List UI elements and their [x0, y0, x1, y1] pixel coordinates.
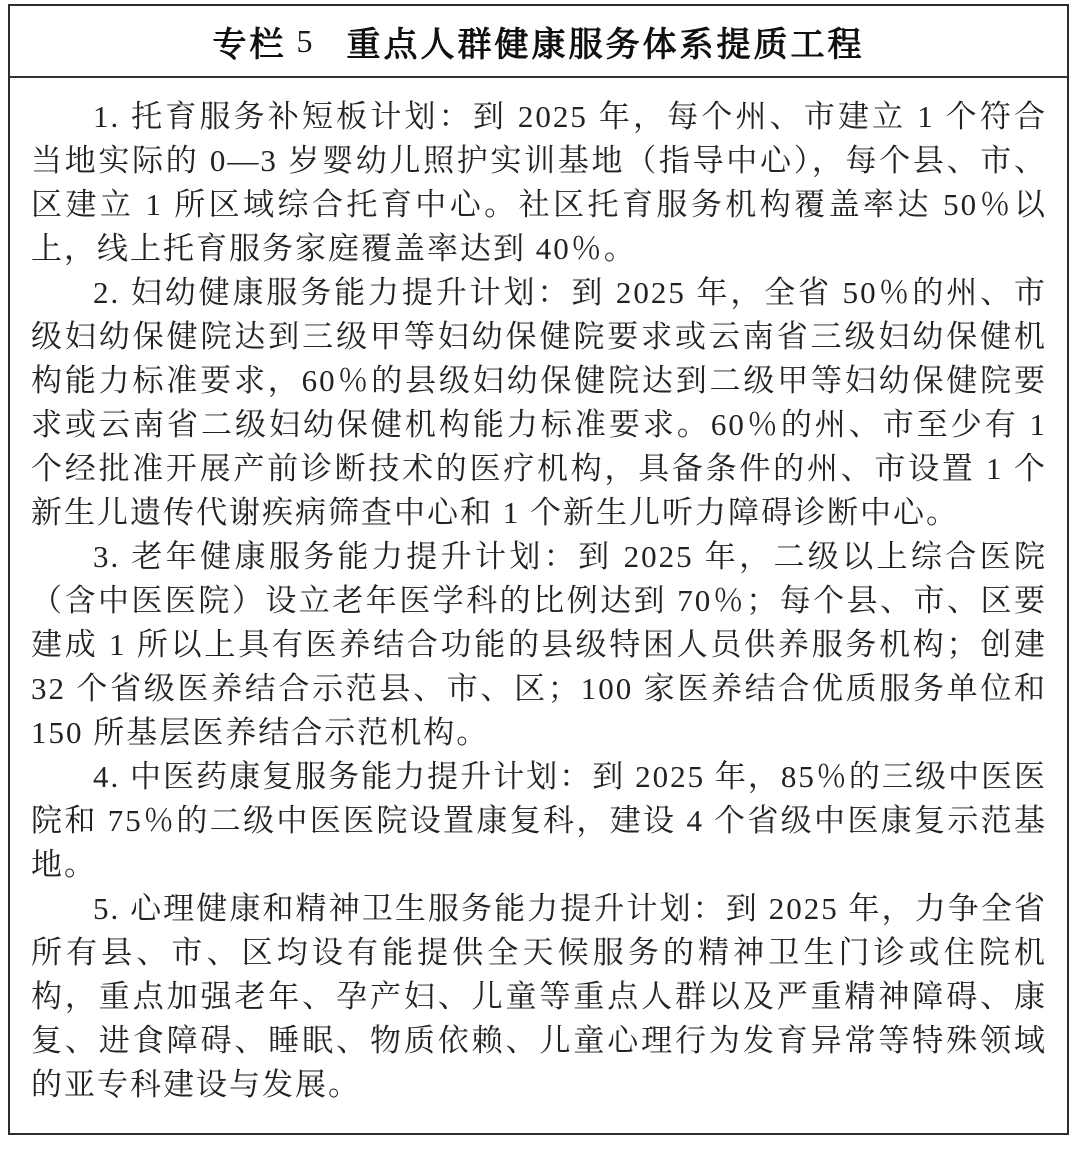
paragraph-2: 2. 妇幼健康服务能力提升计划：到 2025 年，全省 50％的州、市级妇幼保健院达到三级甲等妇幼保健院要求或云南省三级妇幼保健机构能力标准要求，60％的县级妇幼保健院达到二级甲等妇幼保健院要求或云南省二级妇幼保健机构能力标准要求。60％的州、市至少有 1 个经批准开展产前诊断技术的医疗机构，具备条件的州、市设置 1 个新生儿遗传代谢疾病筛查中心和 1 个新生儿听力障碍诊断中心。 — [31, 275, 1047, 530]
paragraph-5: 5. 心理健康和精神卫生服务能力提升计划：到 2025 年，力争全省所有县、市、区均设有能提供全天候服务的精神卫生门诊或住院机构，重点加强老年、孕产妇、儿童等重点人群以及严重精神障碍、康复、进食障碍、睡眠、物质依赖、儿童心理行为发育异常等特殊领域的亚专科建设与发展。 — [31, 891, 1047, 1102]
paragraph-1: 1. 托育服务补短板计划：到 2025 年，每个州、市建立 1 个符合当地实际的 0—3 岁婴幼儿照护实训基地（指导中心），每个县、市、区建立 1 所区域综合托育中心。社区托育服务机构覆盖率达 50％以上，线上托育服务家庭覆盖率达到 40％。 — [31, 99, 1047, 266]
highlight-box-column5 — [8, 4, 1069, 1135]
box-body — [10, 78, 1067, 1107]
paragraph-3: 3. 老年健康服务能力提升计划：到 2025 年，二级以上综合医院（含中医医院）设立老年医学科的比例达到 70％；每个县、市、区要建成 1 所以上具有医养结合功能的县级特困人员供养服务机构；创建 32 个省级医养结合示范县、市、区；100 家医养结合优质服务单位和 150 所基层医养结合示范机构。 — [31, 539, 1047, 750]
box-title-text: 重点人群健康服务体系提质工程 — [346, 25, 865, 64]
paragraph-4: 4. 中医药康复服务能力提升计划：到 2025 年，85％的三级中医医院和 75％的二级中医医院设置康复科，建设 4 个省级中医康复示范基地。 — [31, 759, 1047, 882]
box-title-number: 5 — [296, 22, 313, 59]
box-title-prefix: 专栏 — [212, 25, 287, 64]
box-title — [10, 6, 1067, 78]
